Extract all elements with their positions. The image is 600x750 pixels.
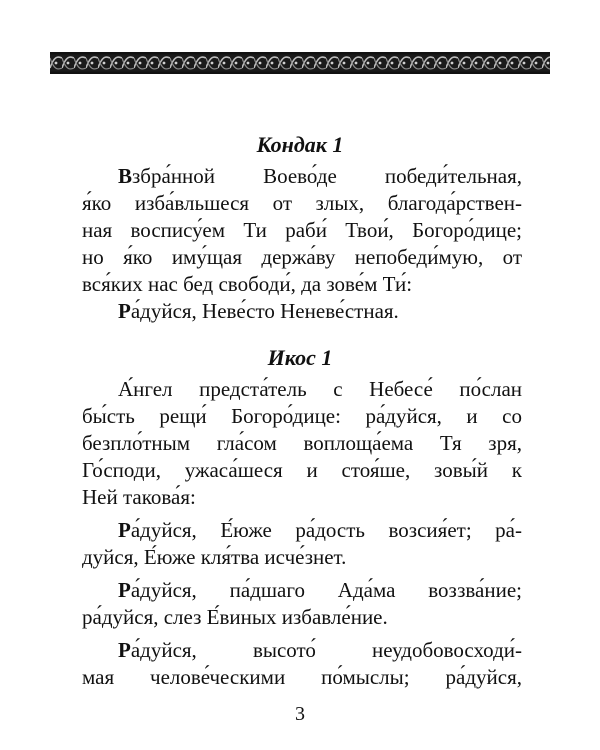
text-line: Го́споди, ужаса́шеся и стоя́ше, зовы́й к: [82, 458, 522, 482]
drop-initial: В: [118, 164, 133, 188]
decorative-border-ornament: [50, 52, 550, 74]
kondak-text: [82, 163, 522, 325]
ikos-paragraph-2: [82, 517, 522, 571]
page-number: 3: [295, 703, 305, 725]
text-line: ная воспису́ем Ти раби́ Твои́, Богоро́дице;: [82, 218, 522, 242]
text-line: А́нгел предста́тель с Небесе́ по́слан: [118, 377, 522, 401]
text-line: я́ко изба́вльшеся от злых, благода́рствен-: [82, 191, 522, 215]
text-line: бы́сть рещи́ Богоро́дице: ра́дуйся, и со: [82, 404, 522, 428]
text-line: Ра́дуйся, Е́юже ра́дость возсия́ет; ра́-: [118, 518, 522, 542]
kondak-heading: Кондак 1: [256, 132, 344, 157]
text-line: Ра́дуйся, высото́ неудобовосходи́-: [118, 638, 522, 662]
text-line: дуйся, Е́юже кля́тва исче́знет.: [82, 545, 347, 569]
ikos-paragraph-3: [82, 577, 522, 631]
text-line: Ней такова́я:: [82, 485, 196, 509]
drop-initial: Р: [118, 638, 131, 662]
ikos-paragraph-4: [82, 637, 522, 691]
ikos-heading: Икос 1: [267, 345, 333, 370]
drop-initial: Р: [118, 578, 131, 602]
text-line: мая челове́ческими по́мыслы; ра́дуйся,: [82, 665, 522, 689]
text-line: ра́дуйся, слез Е́виных избавле́ние.: [82, 605, 388, 629]
text-line: Ра́дуйся, па́дшаго Ада́ма воззва́ние;: [118, 578, 522, 602]
ikos-paragraph-1: [82, 376, 522, 511]
text-line: Ра́дуйся, Неве́сто Неневе́стная.: [118, 299, 399, 323]
drop-initial: Р: [118, 518, 131, 542]
kondak-paragraph-1: [82, 163, 522, 298]
text-line: но я́ко иму́щая держа́ву непобеди́мую, от: [82, 245, 522, 269]
kondak-paragraph-2: [82, 298, 522, 325]
drop-initial: Р: [118, 299, 131, 323]
text-line: безпло́тным гла́сом воплоща́ема Тя зря,: [82, 431, 522, 455]
ikos-text: [82, 376, 522, 691]
text-line: вся́ких нас бед свободи́, да зове́м Ти́:: [82, 272, 413, 296]
text-line: Взбра́нной Воево́де победи́тельная,: [118, 164, 522, 188]
